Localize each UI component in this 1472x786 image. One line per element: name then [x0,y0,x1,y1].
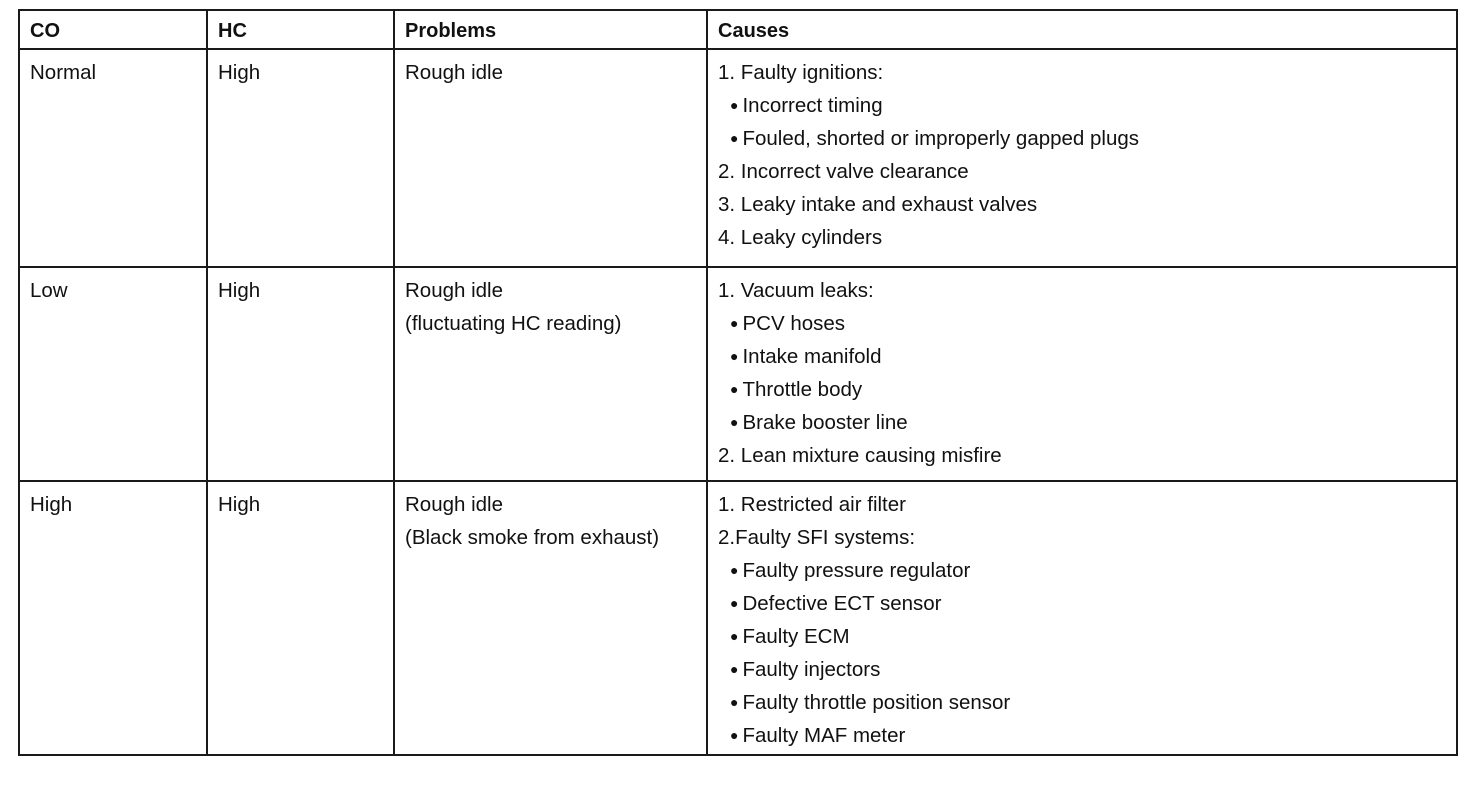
table-row [19,267,1457,481]
problem-line: Rough idle [405,493,504,516]
table-row [19,481,1457,755]
bullet-icon: ● [730,130,739,146]
hc-value: High [218,493,261,516]
cause-subitem: ● Faulty pressure regulator [730,559,971,582]
header-causes: Causes [707,10,1457,49]
header-row [19,10,1457,49]
cause-subitem: ● Incorrect timing [730,94,883,117]
bullet-icon: ● [730,348,739,364]
cause-item: 1. Vacuum leaks: [718,279,874,302]
problem-line: Rough idle [405,279,504,302]
co-value: Low [30,279,68,302]
problems-cell [394,49,707,267]
cause-subitem: ● Faulty throttle position sensor [730,691,1011,714]
bullet-icon: ● [730,661,739,677]
bullet-icon: ● [730,694,739,710]
cause-item: 1. Faulty ignitions: [718,61,884,84]
hc-value: High [218,61,261,84]
problem-line: (Black smoke from exhaust) [405,526,660,549]
bullet-icon: ● [730,414,739,430]
cause-item: 2. Lean mixture causing misfire [718,444,1002,467]
bullet-icon: ● [730,97,739,113]
co-cell [19,267,207,481]
problem-line: Rough idle [405,61,504,84]
bullet-icon: ● [730,727,739,743]
co-cell [19,481,207,755]
problems-cell [394,481,707,755]
header-co: CO [19,10,207,49]
hc-cell [207,49,394,267]
table-row [19,49,1457,267]
bullet-icon: ● [730,595,739,611]
bullet-icon: ● [730,562,739,578]
cause-subitem: ● Brake booster line [730,411,908,434]
cause-subitem: ● PCV hoses [730,312,846,335]
co-value: High [30,493,73,516]
co-value: Normal [30,61,97,84]
causes-cell [707,481,1457,755]
hc-value: High [218,279,261,302]
hc-cell [207,481,394,755]
bullet-icon: ● [730,628,739,644]
cause-item: 1. Restricted air filter [718,493,906,516]
header-hc: HC [207,10,394,49]
cause-item: 3. Leaky intake and exhaust valves [718,193,1038,216]
cause-subitem: ● Intake manifold [730,345,882,368]
cause-subitem: ● Fouled, shorted or improperly gapped plugs [730,127,1140,150]
cause-subitem: ● Defective ECT sensor [730,592,942,615]
cause-item: 4. Leaky cylinders [718,226,883,249]
causes-cell [707,49,1457,267]
cause-item: 2.Faulty SFI systems: [718,526,916,549]
problem-line: (fluctuating HC reading) [405,312,622,335]
cause-subitem: ● Throttle body [730,378,863,401]
cause-subitem: ● Faulty ECM [730,625,850,648]
problems-cell [394,267,707,481]
co-cell [19,49,207,267]
cause-item: 2. Incorrect valve clearance [718,160,969,183]
cause-subitem: ● Faulty injectors [730,658,881,681]
causes-cell [707,267,1457,481]
cause-subitem: ● Faulty MAF meter [730,724,906,747]
diagnosis-table [18,9,1458,756]
bullet-icon: ● [730,381,739,397]
header-problems: Problems [394,10,707,49]
hc-cell [207,267,394,481]
bullet-icon: ● [730,315,739,331]
